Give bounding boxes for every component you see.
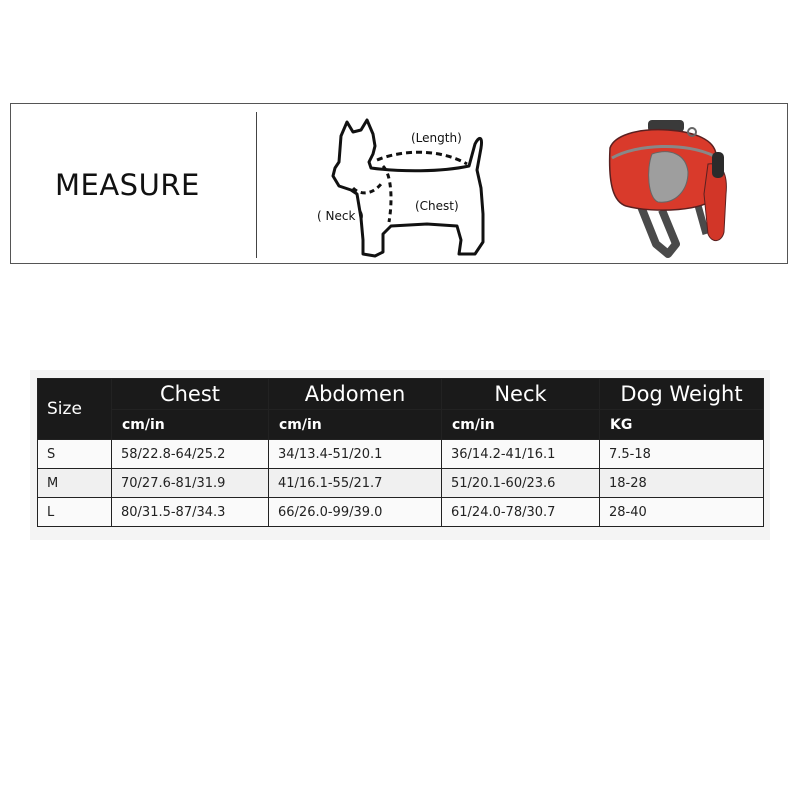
weight-unit: KG bbox=[600, 410, 764, 440]
table-row bbox=[38, 469, 764, 498]
neck-cell: 36/14.2-41/16.1 bbox=[442, 440, 600, 469]
chest-unit: cm/in bbox=[112, 410, 269, 440]
measure-title: MEASURE bbox=[55, 168, 200, 202]
abdomen-cell: 34/13.4-51/20.1 bbox=[269, 440, 442, 469]
neck-line bbox=[353, 184, 381, 193]
abdomen-unit: cm/in bbox=[269, 410, 442, 440]
header-row bbox=[38, 379, 764, 410]
chest-cell: 80/31.5-87/34.3 bbox=[112, 498, 269, 527]
chest-cell: 58/22.8-64/25.2 bbox=[112, 440, 269, 469]
table-row bbox=[38, 440, 764, 469]
size-cell: M bbox=[38, 469, 112, 498]
chest-cell: 70/27.6-81/31.9 bbox=[112, 469, 269, 498]
weight-cell: 7.5-18 bbox=[600, 440, 764, 469]
size-cell: L bbox=[38, 498, 112, 527]
table-row bbox=[38, 498, 764, 527]
size-chart-table bbox=[37, 378, 764, 527]
neck-cell: 61/24.0-78/30.7 bbox=[442, 498, 600, 527]
length-label: (Length) bbox=[411, 131, 462, 145]
abdomen-cell: 41/16.1-55/21.7 bbox=[269, 469, 442, 498]
size-header: Size bbox=[38, 379, 112, 440]
weight-cell: 18-28 bbox=[600, 469, 764, 498]
dog-weight-header: Dog Weight bbox=[600, 379, 764, 410]
chest-header: Chest bbox=[112, 379, 269, 410]
neck-header: Neck bbox=[442, 379, 600, 410]
backpack-harness-image bbox=[596, 114, 746, 262]
neck-cell: 51/20.1-60/23.6 bbox=[442, 469, 600, 498]
chest-label: (Chest) bbox=[415, 199, 459, 213]
abdomen-header: Abdomen bbox=[269, 379, 442, 410]
dog-measurement-diagram bbox=[311, 114, 511, 262]
length-line bbox=[377, 152, 467, 164]
divider bbox=[256, 112, 257, 258]
chest-line bbox=[383, 166, 391, 222]
measure-panel bbox=[10, 103, 788, 264]
size-cell: S bbox=[38, 440, 112, 469]
weight-cell: 28-40 bbox=[600, 498, 764, 527]
neck-unit: cm/in bbox=[442, 410, 600, 440]
unit-row bbox=[38, 410, 764, 440]
abdomen-cell: 66/26.0-99/39.0 bbox=[269, 498, 442, 527]
neck-label: ( Neck ) bbox=[317, 209, 364, 223]
